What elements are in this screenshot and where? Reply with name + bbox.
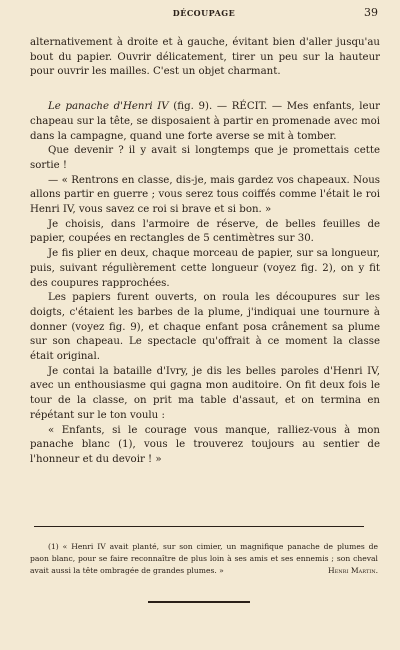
section-text: (fig. 9). — RÉCIT. — Mes enfants, leur chapeau sur la tête, se disposaient à partir en promenade avec moi dans la campagne, quand une forte averse se mit à tomber. bbox=[30, 101, 381, 142]
paragraph: Je fis plier en deux, chaque morceau de papier, sur sa longueur, puis, suivant régulièrement cette longueur (voyez fig. 2), on y fit des coupures rapprochées. bbox=[30, 248, 380, 289]
paragraph: Que devenir ? il y avait si longtemps que je promettais cette sortie ! bbox=[30, 145, 380, 171]
page-body bbox=[30, 36, 380, 468]
footnote-text: (1) « Henri IV avait planté, sur son cimier, un magnifique panache de plumes de paon blanc, pour se faire reconnaître de plus loin à ses amis et ses ennemis ; son cheval avait aussi la tête ombragée de grandes plumes. » Henri Martin. bbox=[30, 542, 378, 575]
section-title: Le panache d'Henri IV bbox=[48, 101, 169, 113]
running-title: DÉCOUPAGE bbox=[172, 8, 236, 18]
paragraph: Les papiers furent ouverts, on roula les découpures sur les doigts, c'étaient les barbes de la plume, j'indiquai une tournure à donner (voyez fig. 9), et chaque enfant posa crânement sa plume sur son chapeau. Le spectacle qu'offrait à ce moment la classe était original. bbox=[30, 292, 380, 363]
footnote bbox=[30, 541, 378, 577]
end-rule bbox=[148, 601, 250, 603]
footnote-divider bbox=[34, 526, 364, 527]
page-number: 39 bbox=[364, 6, 378, 19]
paragraph: — « Rentrons en classe, dis-je, mais gardez vos chapeaux. Nous allons partir en guerre ; vous serez tous coiffés comme l'était le roi Henri IV, vous savez ce roi si brave et si bon. » bbox=[30, 174, 380, 216]
paragraph: « Enfants, si le courage vous manque, ralliez-vous à mon panache blanc (1), vous le trouverez toujours au sentier de l'honneur et du devoir ! » bbox=[30, 424, 380, 465]
footnote-author: Henri Martin. bbox=[328, 566, 378, 575]
paragraph: Je choisis, dans l'armoire de réserve, de belles feuilles de papier, coupées en rectangles de 5 centimètres sur 30. bbox=[30, 218, 380, 245]
paragraph: alternativement à droite et à gauche, évitant bien d'aller jusqu'au bout du papier. Ouvrir délicatement, tirer un peu sur la hauteur pour ouvrir les mailles. C'est un objet charmant. bbox=[30, 37, 380, 78]
section-paragraph bbox=[30, 100, 380, 144]
paragraph: Je contai la bataille d'Ivry, je dis les belles paroles d'Henri IV, avec un enthousiasme qui gagna mon auditoire. On fit deux fois le tour de la classe, on prit ma table d'assaut, et on termina en répétant sur le ton voulu : bbox=[30, 365, 380, 421]
page-header bbox=[30, 8, 378, 22]
